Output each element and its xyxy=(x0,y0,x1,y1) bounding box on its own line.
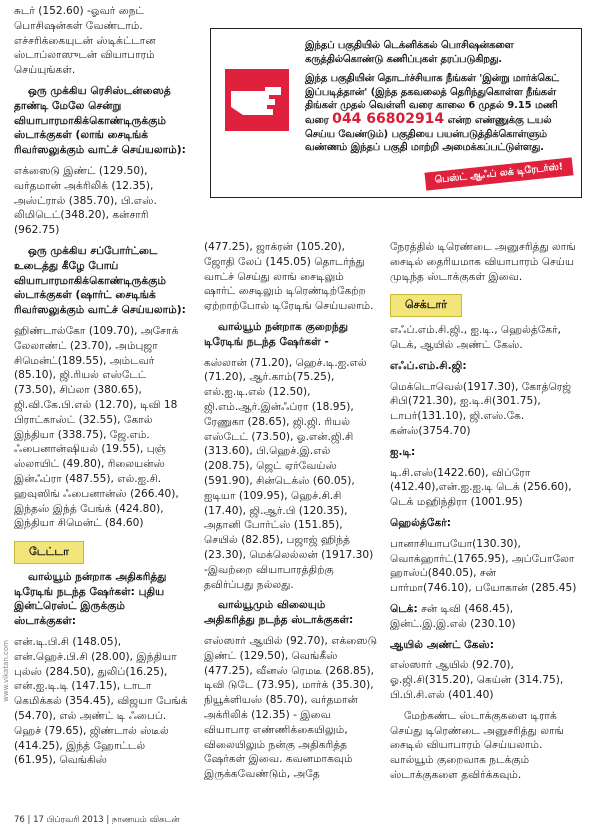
paragraph: என்.டி.பி.சி (148.05), என்.ஹெச்.பி.சி (28.00), இந்தியா புல்ஸ் (284.50), துலிப்(16.25), என்.ஐ.டி.டி (147.15), டாடா கெமிக்கல் (354.45), விஜயா பேங்க் (54.70), எல் அண்ட் டி ஃபைப். ஹெச் (79.65), ஜிண்டால் ஸ்டீல் (414.25), இந்த் ஹோட்டல் (61.95), வெங்கிஸ் xyxy=(14,636,188,767)
sector-heading: ஆயில் அண்ட் கேஸ்: xyxy=(390,638,495,651)
section-heading: ஒரு முக்கிய ரெசிஸ்டன்ஸைத் தாண்டி மேலே சென்று வியாபாரமாகிக்கொண்டிருக்கும் ஸ்டாக்குகள் (லாங் சைடிங்க் ரிவர்ஸலுக்கும் வாட்ச் செய்யலாம்): xyxy=(14,84,186,157)
info-line: இந்தப் பகுதியில் டெக்னிக்கல் பொசிஷன்களை கருத்தில்கொண்டு கணிப்புகள் தரப்படுகிறது. xyxy=(305,40,514,65)
sector-tag: செக்டார் xyxy=(390,294,462,317)
phone-number: 044 66802914 xyxy=(332,110,445,127)
sector-body: சன் டிவி (468.45), இன்ட்.இ.இ.எல் (230.10) xyxy=(390,602,516,630)
sector-heading: ஐ.டி: xyxy=(390,445,416,458)
info-line: என்ற எண்ணுக்கு டயல் செய்ய வேண்டும்) பகுதியை பயன்படுத்திக்கொள்ளும் வண்ணம் இந்தப் பகுதி மாற்றி அமைக்கப்பட்டுள்ளது. xyxy=(305,114,552,154)
paragraph: எக்ஸைடு இண்ட் (129.50), வர்தமான் அக்ரிலிக் (12.35), அஸ்ட்ரால் (385.70), பி.எஸ். லிமிடெட்(348.20), கன்சாரி (962.75) xyxy=(14,164,157,237)
paragraph: (477.25), ஜாக்ரன் (105.20), ஜோதி லேப் (145.05) தொடர்ந்து வாட்ச் செய்து லாங் சைடிலும் ஷார்ட் சைடிலும் டிரெண்டிற்கேற்ற ஏற்றாற்போல் டிரேடிங் செய்யலாம். xyxy=(204,241,374,313)
column-middle xyxy=(204,240,378,788)
info-box-text xyxy=(305,39,573,155)
paragraph: பானாசியாபயோ(130.30), வொக்ஹார்ட்(1765.95), அப்போலோ ஹாஸ்ப்(840.05), சன் பார்மா(746.10), பயோகான் (285.45) xyxy=(390,537,577,595)
sector-heading: ஹெல்த்கேர்: xyxy=(390,516,451,529)
paragraph: கஸ்லான் (71.20), ஹெச்.டி.ஐ.எல் (71.20), ஆர்.காம்(75.25), எல்.ஐ.டி.எல் (12.50), ஜி.எம்.ஆர்.இன்ஃப்ரா (18.95), ரேணுகா (28.65), ஜி.ஜி. ரியல் எஸ்டேட் (73.50), ஓ.என்.ஜி.சி (313.60), பி.ஹெச்.இ.எல் (208.75), ஜெட் ஏர்வேய்ஸ் (591.90), சின்டெக்ஸ் (60.05), ஐடியா (109.95), ஹெச்.சி.சி (17.40), ஜி.ஆர்.பி (120.35), அதானி போர்ட்ஸ் (151.85), செயில் (82.85), பஜாஜ் ஹிந்த் (23.30), மெக்லெல்லன் (1917.30) -இவற்றை வியாபாரத்திற்கு தவிர்ப்பது நல்லது. xyxy=(204,356,374,591)
side-url: www.vikatan.com xyxy=(2,640,10,702)
paragraph: எஸ்ஸார் ஆயில் (92.70), எக்ஸைடு இண்ட் (129.50), வெங்கீஸ் (477.25), வீனஸ் ரெமடீ (268.85), டிவி டுடே (73.95), மார்க் (35.30), நியூக்ளியஸ் (85.70), வர்தமான் அக்ரிலிக் (12.35) - இவை வியாபார எண்ணிக்கையிலும், விலையிலும் நன்கு அதிகரித்த ஷேர்கள் இவை. கவனமாகவும் இருக்கவேண்டும், அதே xyxy=(204,634,378,781)
column-right xyxy=(390,240,580,789)
pointing-hand-icon xyxy=(225,69,289,131)
paragraph: டி.சி.எஸ்(1422.60), விப்ரோ (412.40),என்.ஐ.ஐ.டி டெக் (256.60), டெக் மஹிந்திரா (1001.95) xyxy=(390,466,572,509)
sector-heading: டெக்: xyxy=(390,602,418,615)
column-left xyxy=(14,4,188,774)
paragraph: மேற்கண்ட ஸ்டாக்குகளை டிராக் செய்து டிரெண்டை அனுசரித்து லாங் சைடில் வியாபாரம் செய்யலாம். வால்யூம் குறைவாக நடக்கும் ஸ்டாக்குகளை தவிர்க்கவும். xyxy=(390,709,564,781)
paragraph: மெக்டொவெல்(1917.30), கோத்ரெஜ் சிபி(721.30), ஐ.டி.சி(301.75), டாபர்(131.10), ஜி.எஸ்.கே. கன்ஸ்(3754.70) xyxy=(390,380,572,437)
paragraph: சுடர் (152.60) -ஓவர் நைட் பொசிஷன்கள் வேண்டாம். எச்சரிக்கையுடன் ஸ்டிக்ட்டான ஸ்டாப்லாஸுடன் வியாபாரம் செய்யுங்கள். xyxy=(14,5,156,77)
paragraph: ஹிண்டால்கோ (109.70), அசோக் லேலாண்ட் (23.70), அம்புஜா சிமென்ட்(189.55), அம்டவர் (85.10), ஜி.ரியல் எஸ்டேட் (73.50), சிப்லா (380.65), ஜி.வி.கே.பி.எல் (12.70), டிவி 18 பிராட்காஸ்ட் (32.55), கோல் இந்தியா (338.75), ஜே.எம். ஃபைனான்ஷியல் (19.55), புஞ் ஸ்லாயிட் (49.80), ரிலையன்ஸ் இன்ஃப்ரா (487.55), எல்.ஐ.சி. ஹவுஸிங் ஃபைனான்ஸ் (266.40), இந்தஸ் இந்த் பேங்க் (424.80), இந்தியா சிமென்ட் (84.60) xyxy=(14,324,179,530)
page-footer: 76 | 17 பிப்ரவரி 2013 | நாணயம் விகடன் xyxy=(14,815,180,825)
info-box xyxy=(210,28,582,198)
section-heading: வால்யூம் நன்றாக அதிகரித்து டிரேடிங் நடந்த ஷேர்கள்: புதிய இன்ட்ரெஸ்ட் இருக்கும் ஸ்டாக்குகள்: xyxy=(14,570,167,628)
info-line: இந்த பகுதியின் தொடர்ச்சியாக நீங்கள் 'இன்று மார்க்கெட் இப்படித்தான்' (இந்த தகவலைத் தெரிந்துகொள்ள நீங்கள் திங்கள் முதல் வெள்ளி வரை காலை 6 முதல் 9.15 மணி வரை xyxy=(305,73,559,126)
paragraph: எஸ்ஸார் ஆயில் (92.70), ஓ.ஜி.சி(315.20), கெய்ன் (314.75), பி.பி.சி.எல் (401.40) xyxy=(390,659,564,701)
best-of-luck-stamp: பெஸ்ட் ஆஃப் லக் டிரேடர்ஸ்! xyxy=(424,157,573,190)
paragraph: நேரத்தில் டிரெண்டை அனுசரித்து லாங் சைடில் தைரியமாக வியாபாரம் செய்ய முடிந்த ஸ்டாக்குகள் இவை. xyxy=(390,241,576,283)
data-tag: டேட்டா xyxy=(14,541,84,564)
sector-line xyxy=(390,602,580,632)
section-heading: வால்யூமும் விலையும் அதிகரித்து நடந்த ஸ்டாக்குகள்: xyxy=(204,599,354,627)
sector-heading: எஃப்.எம்.சி.ஜி: xyxy=(390,359,467,372)
section-heading: ஒரு முக்கிய சப்போர்ட்டை உடைத்து கீழே போய் வியாபாரமாகிக்கொண்டிருக்கும் ஸ்டாக்குகள் (ஷார்ட் சைடிங்க் ரிவர்ஸலுக்கும் வாட்ச் செய்யலாம்): xyxy=(14,244,186,317)
paragraph: எஃப்.எம்.சி.ஜி., ஐ.டி., ஹெல்த்கேர், டெக், ஆயில் அண்ட் கேஸ். xyxy=(390,324,562,351)
section-heading: வால்யூம் நன்றாக குறைந்து டிரேடிங் நடந்த ஷேர்கள் - xyxy=(204,320,349,348)
